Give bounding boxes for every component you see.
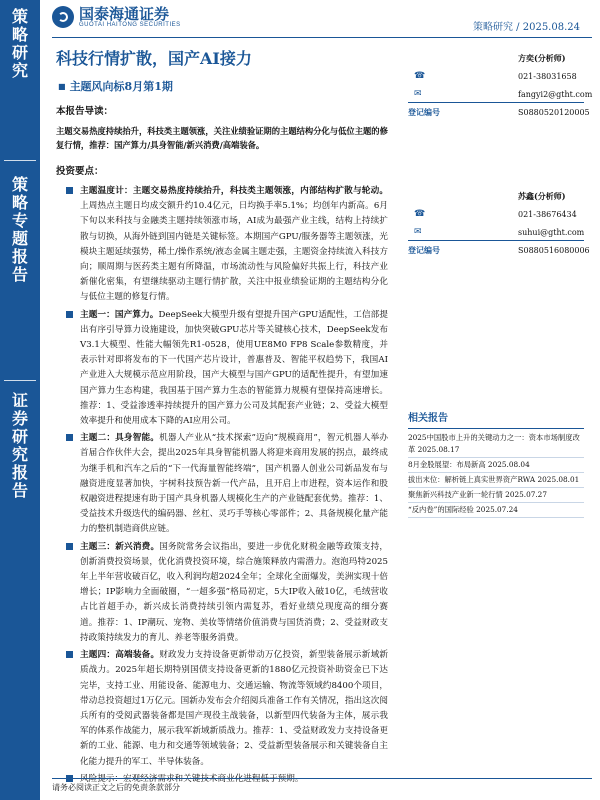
cert-label: 登记编号 [408, 245, 440, 255]
sidebar-char: 题 [11, 229, 28, 248]
point-text: 机器人产业从“技术探索”迈向“规模商用”，智元机器人举办首届合作伙伴大会，提出2025年具身智能机器人将迎来商用发展的拐点，最终成为继手机和汽车之后的“下一代海量智能终端”，国产机器人创业公司新品发布与融资进度显著加快，宇树科技预告新一代产品，且开启上市进程，资本运作和股权融资进程提速有助于国产具身机器人规模化生产的产业链配套优势。推荐：1、受益技术升级迭代的编码器、丝杠、灵巧手等核心零部件；2、具备规模化量产能力的整机制造商供应链。 [80, 433, 388, 535]
sidebar-char: 专 [11, 211, 28, 230]
point-text: 风险提示：宏观经济需求和关键技术商业化进程低于预期。 [80, 773, 304, 784]
sidebar-char: 报 [11, 247, 28, 266]
bullet-icon [66, 543, 73, 550]
invest-point [56, 184, 388, 306]
point-lead: 主题一：国产算力。 [80, 309, 159, 320]
page-header [52, 5, 592, 33]
related-report-link[interactable]: “反内卷”的国际经验 2025.07.24 [408, 503, 584, 518]
point-lead: 主题二：具身智能。 [80, 433, 160, 444]
sidebar-label-special-report [0, 176, 40, 284]
sidebar-char: 究 [11, 445, 28, 464]
invest-point [56, 648, 388, 770]
logo-name: 国泰海通证券 [79, 5, 170, 23]
related-report-link[interactable]: 聚焦新兴科技产业新一轮行情 2025.07.27 [408, 488, 584, 503]
email-icon: ✉ [414, 227, 422, 237]
phone-icon: ☎ [414, 71, 426, 81]
header-rule [52, 37, 592, 38]
analyst-name: 苏鑫(分析师) [518, 191, 566, 201]
main-content [56, 98, 388, 789]
analyst-name: 方奕(分析师) [518, 53, 566, 63]
cert-label: 登记编号 [408, 107, 440, 117]
invest-point [56, 540, 388, 646]
guide-heading: 本报告导读： [56, 106, 114, 117]
related-report-link[interactable]: 2025中国股市上升的关键动力之一：资本市场制度改革 2025.08.17 [408, 431, 584, 458]
page-footer: 请务必阅读正文之后的免责条款部分 [52, 778, 592, 793]
point-text: 上周热点主题日均成交额升约10.4亿元，日均换手率5.1%；均创年内新高。6月下旬以来科技与金融类主题持续领涨市场，AI成为最强产业主线，结构上持续扩散与切换，从海外链到国内链是关键标签。本期国产GPU/服务器等主题领涨，光模块主题延续强势，稀土/操作系统/液态金属主题走强，主题资金持续流入科技方向；顺周期与医药类主题有所降温，市场流动性与风险偏好共振上行，科技产业新催化密集，有望继续驱动主题行情扩散，关注中报业绩验证期的主题结构分化与低位主题的修复行情。 [80, 201, 388, 303]
bullet-icon [66, 434, 73, 441]
header-meta: 策略研究 / 2025.08.24 [472, 22, 580, 33]
sidebar-char: 策 [11, 7, 28, 26]
sidebar-char: 证 [11, 391, 28, 410]
invest-points [56, 184, 388, 787]
related-report-link[interactable]: 拔出末位：解析链上真实世界资产RWA 2025.08.01 [408, 473, 584, 488]
sidebar-label-strategy [0, 8, 40, 80]
sidebar [0, 0, 40, 800]
point-text: 国务院常务会议指出，要进一步优化财税金融等政策支持，创新消费投资场景，优化消费投资环境，综合施策释放内需潜力。泡泡玛特2025年上半年营收破百亿，收入利润均超2024全年；全球化全面爆发，美洲实现十倍增长；IP影响力全面破圈，“一超多强”格局初定，5大IP收入破10亿，毛绒营收占比首超手办，新兴成长消费持续引领内需复苏，看好业绩兑现度高的细分赛道。推荐：1、IP潮玩、宠物、美妆等情绪价值消费与国货消费；2、受益财政支持政策持续发力的育儿、养老等服务消费。 [80, 541, 388, 643]
guide-text: 主题交易热度持续抬升，科技类主题领涨，关注业绩验证期的主题结构分化与低位主题的修复行情，推荐：国产算力/具身智能/新兴消费/高端装备。 [56, 126, 388, 150]
page-title: 科技行情扩散，国产AI接力 [56, 49, 252, 68]
analyst-email[interactable]: fangyi2@gtht.com [518, 90, 593, 99]
analyst-cert: S0880516080006 [518, 246, 590, 255]
company-logo [52, 6, 181, 28]
header-section: 策略研究 [472, 22, 513, 33]
point-text: 财政发力支持设备更新带动万亿投资，新型装备展示新域新质战力。2025年超长期特别国债支持设备更新的1880亿元投资补助资金已下达完毕，支持工业、用能设备、能源电力、交通运输、物流等领域约8400个项目，带动总投资超过1万亿元。国新办发布会介绍阅兵准备工作有关情况，指出这次阅兵所有的受阅武器装备都是国产现役主战装备，以新型四代装备为主体，展示我军的体系作战能力，展示我军新域新质战力。推荐：1、受益财政发力支持设备更新的工业、能源、电力和交通等领域装备；2、受益新型装备展示和关键装备自主化能力提升的军工、半导体装备。 [80, 650, 388, 767]
sidebar-label-securities-report [0, 392, 40, 500]
page-subtitle: ■ 主题风向标8月第1期 [58, 78, 173, 94]
sidebar-char: 究 [11, 61, 28, 80]
logo-english: GUOTAI HAITONG SECURITIES [79, 22, 181, 28]
bullet-icon [66, 311, 73, 318]
sidebar-char: 略 [11, 193, 28, 212]
sidebar-char: 略 [11, 25, 28, 44]
sidebar-char: 券 [11, 409, 28, 428]
sidebar-divider [4, 380, 36, 381]
point-lead: 主题温度计：主题交易热度持续抬升，科技类主题领涨，内部结构扩散与轮动。 [80, 186, 388, 196]
invest-point [56, 308, 388, 430]
related-title: 相关报告 [408, 412, 584, 429]
related-reports [408, 412, 584, 518]
bullet-icon [66, 651, 73, 658]
analyst-list [408, 46, 593, 322]
email-icon: ✉ [414, 89, 422, 99]
sidebar-char: 研 [11, 43, 28, 62]
sidebar-char: 告 [11, 265, 28, 284]
sidebar-char: 策 [11, 175, 28, 194]
sidebar-divider [4, 160, 36, 161]
logo-icon [52, 6, 74, 28]
invest-point [56, 431, 388, 537]
analyst-cert: S0880520120005 [518, 108, 590, 117]
right-column [408, 46, 593, 514]
analyst-card [408, 184, 590, 322]
header-date: 2025.08.24 [522, 22, 580, 33]
phone-icon: ☎ [414, 209, 426, 219]
related-report-link[interactable]: 8月金股展望：布局新高 2025.08.04 [408, 458, 584, 473]
analyst-phone: 021-38676434 [518, 210, 577, 219]
bullet-icon [66, 187, 73, 194]
sidebar-char: 研 [11, 427, 28, 446]
invest-heading: 投资要点： [56, 166, 104, 177]
point-lead: 主题四：高端装备。 [80, 650, 160, 661]
point-text: DeepSeek大模型升级有望提升国产GPU适配性，工信部提出有序引导算力设施建设，加快突破GPU芯片等关键核心技术，DeepSeek发布V3.1大模型、性能大幅领先R1-0528，使用UE8M0 FP8 Scale参数精度，并表示针对即将发布的下一代国产芯片设计，普惠普及、智能平权趋势下，我国AI产业进入大规模示范应用阶段，国产大模型与国产GPU的适配性提升，有望加速国产算力生态构建，我国基于国产算力生态的智能算力规模有望保持高速增长。推荐：1、受益渗透率持续提升的国产算力公司及其配套产业链；2、受益大模型效率提升和使用成本下降的AI应用公司。 [80, 309, 388, 427]
analyst-card [408, 46, 593, 184]
analyst-phone: 021-38031658 [518, 72, 577, 81]
sidebar-char: 告 [11, 481, 28, 500]
analyst-email[interactable]: suhui@gtht.com [518, 228, 585, 237]
point-lead: 主题三：新兴消费。 [80, 541, 160, 552]
sidebar-char: 报 [11, 463, 28, 482]
